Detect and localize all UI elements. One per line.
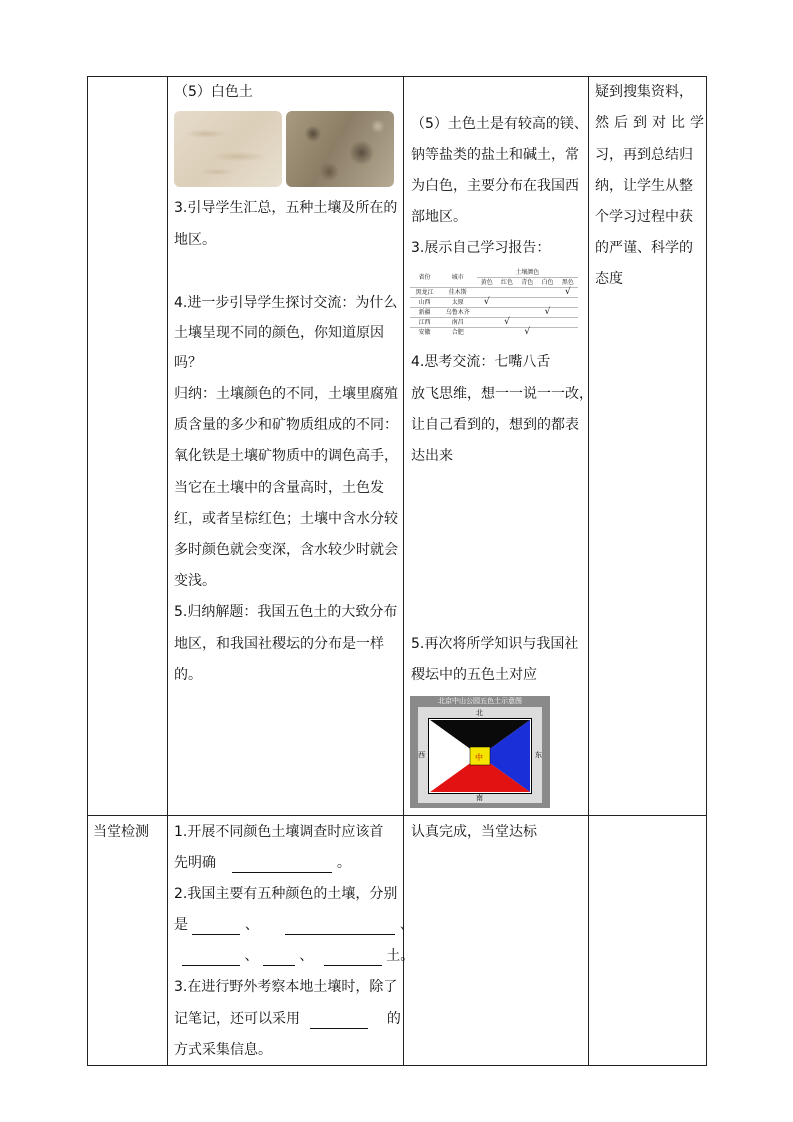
- report-color-cyan: 青色: [517, 278, 537, 288]
- report-mark: [537, 318, 557, 328]
- table-row: [410, 318, 578, 328]
- q2-blank-5[interactable]: [324, 949, 382, 966]
- q3-line1: 3.在进行野外考察本地土壤时，除了: [174, 979, 398, 995]
- summary-line4: 当它在土壤中的含量高时，土色发: [174, 480, 384, 496]
- report-city: 佳木斯: [439, 288, 477, 298]
- table-border-top: [87, 76, 707, 77]
- summary-line7: 变浅。: [174, 573, 216, 589]
- step5-line3: 的。: [174, 667, 202, 683]
- altar-map-east-label: 东: [535, 751, 542, 759]
- step5-line2: 地区，和我国社稷坛的分布是一样: [174, 636, 384, 652]
- student-step4-line4: 达出来: [411, 448, 453, 464]
- q2-blank-2[interactable]: [285, 918, 395, 935]
- step3-line2: 地区。: [174, 232, 216, 248]
- q1-text: 先明确: [174, 855, 216, 871]
- summary-line3: 氧化铁是土壤矿物质中的调色高手，: [174, 448, 398, 464]
- table-row: [410, 328, 578, 338]
- summary-line2: 质含量的多少和矿物质组成的不同：: [174, 417, 398, 433]
- table-border-col3: [588, 76, 589, 1066]
- table-border-col1: [167, 76, 168, 1066]
- intent-line6: 的严谨、科学的: [595, 240, 693, 256]
- table-border-bottom: [87, 1065, 707, 1066]
- q2-line1: 2.我国主要有五种颜色的土壤，分别: [174, 886, 398, 902]
- in-class-check-label: 当堂检测: [93, 824, 149, 840]
- report-city: 乌鲁木齐: [439, 308, 477, 318]
- table-row: [410, 298, 578, 308]
- report-city: 南昌: [439, 318, 477, 328]
- table-row: [410, 308, 578, 318]
- student-step5-line2: 稷坛中的五色土对应: [411, 667, 537, 683]
- intent-line2: 然后到对比学: [595, 115, 709, 131]
- student-item5-line1: （5）土色土是有较高的镁、: [411, 116, 588, 132]
- report-mark: [497, 298, 517, 308]
- report-province: 江西: [410, 318, 439, 328]
- table-border-left: [87, 76, 88, 1066]
- q3-blank[interactable]: [310, 1012, 368, 1029]
- q1-line1: 1.开展不同颜色土壤调查时应该首: [174, 824, 384, 840]
- q2-sep: 、: [244, 917, 259, 933]
- q1-line2: [174, 853, 351, 873]
- report-color-red: 红色: [497, 278, 517, 288]
- intent-line3: 习，再到总结归: [595, 147, 693, 163]
- report-mark: [477, 328, 497, 338]
- q2-line3: [174, 946, 414, 966]
- student-step5-line1: 5.再次将所学知识与我国社: [411, 636, 579, 652]
- report-mark: √: [558, 288, 578, 298]
- q2-blank-1[interactable]: [192, 918, 240, 935]
- q2-text: 是: [174, 917, 188, 933]
- student-step4-line1: 4.思考交流：七嘴八舌: [411, 354, 551, 370]
- white-soil-heading: （5）白色土: [174, 84, 253, 100]
- report-mark: √: [537, 308, 557, 318]
- q2-sep: 、: [244, 948, 259, 964]
- report-mark: [558, 328, 578, 338]
- report-mark: [558, 298, 578, 308]
- q2-end: 土。: [386, 948, 415, 964]
- report-header-province: 省份: [418, 274, 431, 281]
- q2-sep: 、: [399, 917, 414, 933]
- summary-line6: 多时颜色就会变深，含水较少时就会: [174, 542, 398, 558]
- report-city: 太原: [439, 298, 477, 308]
- q3-text-end: 的: [386, 1011, 401, 1027]
- report-mark: [517, 298, 537, 308]
- student-item5-line3: 为白色，主要分布在我国西: [411, 178, 579, 194]
- report-mark: [477, 318, 497, 328]
- altar-map-diagram: [428, 718, 532, 794]
- report-province: 新疆: [410, 308, 439, 318]
- report-mark: [497, 328, 517, 338]
- table-row: [410, 288, 578, 298]
- step4-line3: 吗？: [174, 355, 202, 371]
- report-mark: √: [497, 318, 517, 328]
- report-province: 安徽: [410, 328, 439, 338]
- step3-line1: 3.引导学生汇总，五种土壤及所在的: [174, 200, 398, 216]
- learning-report-table: [410, 268, 578, 337]
- student-check-response: 认真完成，当堂达标: [411, 824, 537, 840]
- altar-map-title: 北京中山公园五色土示意图: [438, 697, 522, 705]
- report-mark: [517, 318, 537, 328]
- student-step3-label: 3.展示自己学习报告：: [411, 240, 551, 256]
- report-mark: [477, 288, 497, 298]
- altar-map-inner: [418, 707, 542, 803]
- q1-end: 。: [336, 855, 351, 871]
- report-header-group: 土壤颜色: [515, 269, 540, 276]
- report-mark: [537, 298, 557, 308]
- q3-line3: 方式采集信息。: [174, 1042, 272, 1058]
- report-mark: [558, 308, 578, 318]
- report-mark: [497, 308, 517, 318]
- summary-line1: 归纳：土壤颜色的不同，土壤里腐殖: [174, 386, 398, 402]
- q3-line2: [174, 1009, 401, 1029]
- altar-map: [410, 696, 550, 808]
- report-mark: [497, 288, 517, 298]
- report-header-city: 城市: [451, 274, 464, 281]
- q2-blank-3[interactable]: [182, 949, 240, 966]
- student-step4-line3: 让自己看到的，想到的都表: [411, 417, 579, 433]
- report-mark: √: [477, 298, 497, 308]
- report-mark: [537, 288, 557, 298]
- student-item5-line2: 钠等盐类的盐土和碱土，常: [411, 147, 579, 163]
- intent-line5: 个学习过程中获: [595, 209, 693, 225]
- intent-line1: 疑到搜集资料，: [595, 84, 693, 100]
- q2-blank-4[interactable]: [263, 949, 295, 966]
- white-soil-photo-sand: [174, 111, 282, 187]
- report-color-white: 白色: [537, 278, 557, 288]
- table-border-right: [706, 76, 707, 1066]
- white-soil-photo-ground: [286, 111, 394, 187]
- report-mark: [517, 288, 537, 298]
- report-mark: √: [517, 328, 537, 338]
- report-province: 山西: [410, 298, 439, 308]
- student-step4-line2: 放飞思维，想一一说一一改，: [411, 386, 593, 402]
- table-border-mid: [87, 815, 707, 816]
- altar-map-south-label: 南: [476, 794, 483, 802]
- intent-line7: 态度: [595, 271, 623, 287]
- q2-line2: [174, 915, 414, 935]
- report-city: 合肥: [439, 328, 477, 338]
- q3-text: 记笔记，还可以采用: [174, 1011, 300, 1027]
- summary-line5: 红，或者呈棕红色；土壤中含水分较: [174, 511, 398, 527]
- q1-blank[interactable]: [232, 856, 332, 873]
- report-mark: [558, 318, 578, 328]
- altar-map-north-label: 北: [476, 709, 483, 717]
- step4-line2: 土壤呈现不同的颜色，你知道原因: [174, 325, 384, 341]
- student-item5-line4: 部地区。: [411, 209, 467, 225]
- q2-sep: 、: [299, 948, 314, 964]
- altar-map-west-label: 西: [418, 751, 425, 759]
- report-color-yellow: 黄色: [477, 278, 497, 288]
- report-mark: [477, 308, 497, 318]
- step5-line1: 5.归纳解题：我国五色土的大致分布: [174, 604, 398, 620]
- altar-center-label: 中: [475, 753, 483, 762]
- report-mark: [517, 308, 537, 318]
- report-color-black: 黑色: [558, 278, 578, 288]
- intent-line4: 纳，让学生从整: [595, 178, 693, 194]
- report-province: 黑龙江: [410, 288, 439, 298]
- step4-line1: 4.进一步引导学生探讨交流：为什么: [174, 295, 398, 311]
- report-mark: [537, 328, 557, 338]
